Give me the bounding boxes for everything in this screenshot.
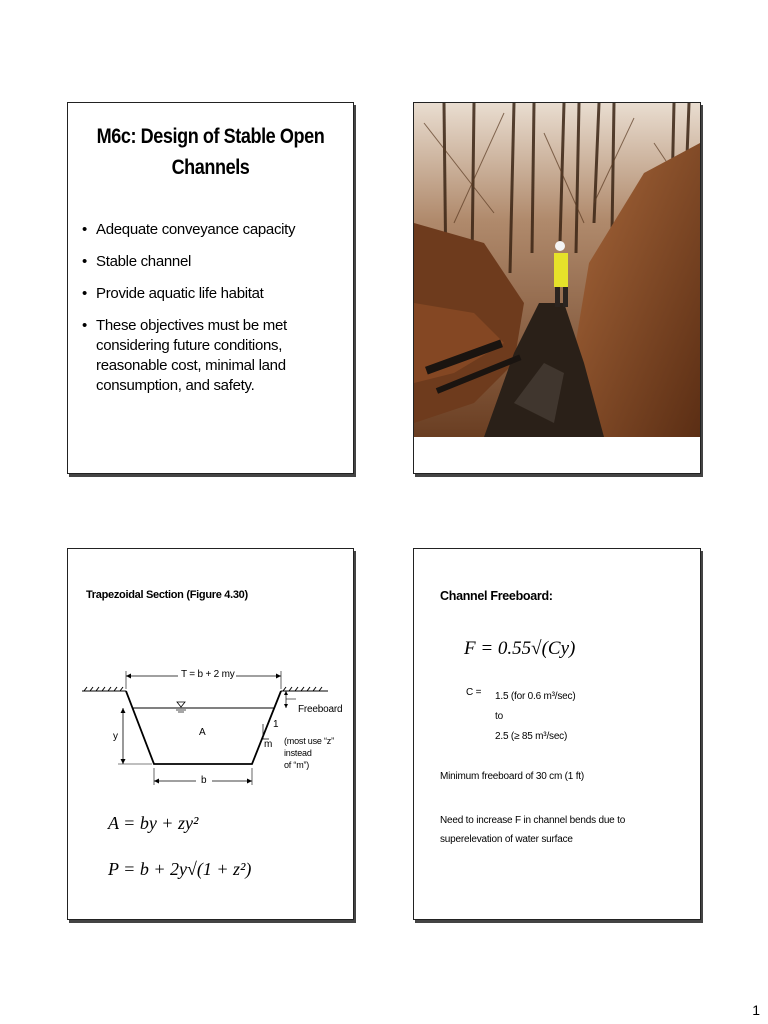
slide-4 bbox=[413, 548, 701, 920]
min-freeboard-text: Minimum freeboard of 30 cm (1 ft) bbox=[440, 771, 585, 782]
freeboard-equation: F = 0.55√(Cy) bbox=[464, 638, 576, 659]
slide-1-title: M6c: Design of Stable Open Channels bbox=[96, 125, 325, 179]
area-equation: A = by + zy² bbox=[108, 813, 199, 833]
slide-4-title: Channel Freeboard: bbox=[440, 589, 553, 603]
slide-2 bbox=[413, 102, 701, 474]
perimeter-equation: P = b + 2y√(1 + z²) bbox=[108, 859, 252, 879]
bullet-item: • Stable channel bbox=[82, 252, 352, 272]
c-label: C = bbox=[466, 687, 482, 698]
depth-label: y bbox=[113, 731, 118, 742]
page-number: 1 bbox=[752, 1002, 760, 1018]
slope-rise-label: 1 bbox=[273, 719, 279, 730]
slide-3 bbox=[67, 548, 354, 920]
channel-photo bbox=[414, 103, 700, 437]
slide-1 bbox=[67, 102, 354, 474]
bullet-item: • Adequate conveyance capacity bbox=[82, 220, 352, 240]
bends-text: Need to increase F in channel bends due to superelevation of water surface bbox=[440, 815, 626, 845]
area-label: A bbox=[199, 727, 206, 738]
slope-run-label: m bbox=[264, 739, 273, 750]
slide-3-title: Trapezoidal Section (Figure 4.30) bbox=[86, 589, 248, 601]
top-width-label: T = b + 2 my bbox=[181, 669, 235, 680]
bullet-list bbox=[82, 220, 352, 408]
bottom-width-label: b bbox=[201, 775, 207, 786]
bullet-item: • Provide aquatic life habitat bbox=[82, 284, 352, 304]
freeboard-label: Freeboard bbox=[298, 704, 343, 715]
c-values: 1.5 (for 0.6 m³/sec) to 2.5 (≥ 85 m³/sec) bbox=[495, 691, 576, 742]
bullet-item: • These objectives must be met considering future conditions, reasonable cost, minimal land consumption, and safety. bbox=[82, 316, 352, 396]
z-note: (most use “z” instead of “m”) bbox=[284, 736, 334, 770]
